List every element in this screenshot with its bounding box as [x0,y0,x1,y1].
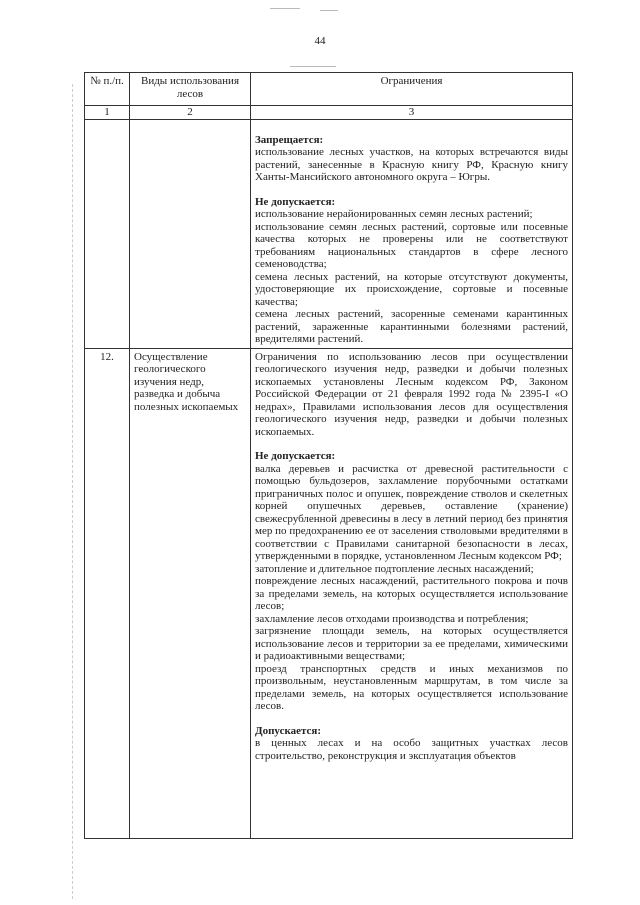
header-number: № п./п. [85,73,130,106]
restriction-item: использование нерайонированных семян лесных растений; [255,208,533,220]
section-heading: Запрещается: [255,133,324,146]
section-heading: Не допускается: [255,195,336,208]
restriction-item: семена лесных растений, на которые отсутствуют документы, удостоверяющие их происхождение, сортовые и посевные качества; [255,270,568,308]
header-restrictions: Ограничения [251,73,573,106]
restriction-item: повреждение лесных насаждений, растительного покрова и почв за пределами земель, на которых осуществляется использование лесов; [255,575,568,612]
restriction-item: в ценных лесах и на особо защитных участках лесов строительство, реконструкция и эксплуатация объектов [255,737,568,762]
restriction-item: захламление лесов отходами производства и потребления; [255,612,529,625]
binding-margin-line [72,84,73,899]
restriction-item: использование семян лесных растений, сортовые или посевные качества которых не проверены или не соответствуют требованиям национальных стандартов в сфере лесного семеноводства; [255,220,568,270]
restriction-item: использование лесных участков, на которых встречаются виды растений, занесенные в Красную книгу РФ, Красную книгу Ханты-Мансийского автономного округа – Югры. [255,146,568,183]
table-row [85,119,573,348]
header-forest-use-type: Виды использования лесов [130,73,251,106]
scan-speck [290,66,336,67]
row-type-cell [130,119,251,348]
column-number: 2 [130,106,251,120]
restrictions-cell [251,119,573,348]
restriction-item: семена лесных растений, засоренные семенами карантинных растений, зараженные карантинными болезнями растений, вредителями растений. [255,308,568,345]
restriction-intro: Ограничения по использованию лесов при осуществлении геологического изучения недр, разведки и добычи полезных ископаемых установлены Лесным кодексом РФ, Законом Российской Федерации от 21 февраля 1992 года № 2395-I «О недрах», Правилами использования лесов для осуществления геологического изучения недр, разведки и добычи полезных ископаемых. [255,350,568,438]
restriction-item: валка деревьев и расчистка от древесной растительности с помощью бульдозеров, захламление порубочными остатками приграничных полос и опушек, повреждение стволов и скелетных корней опушечных деревьев, оставление (хранение) свежесрубленной древесины в лесу в летний период без принятия мер по предохранению ее от заселения стволовыми вредителями в соответствии с Правилами санитарной безопасности в лесах, утвержденными в порядке, установленном Лесным кодексом РФ; [255,462,568,562]
row-number-cell: 12. [85,348,130,838]
column-numbers-row [85,106,573,120]
table-header-row [85,73,573,106]
page-number: 44 [314,35,326,47]
restriction-item: проезд транспортных средств и иных механизмов по произвольным, неустановленным маршрутам, в том числе за пределами земель, на которых осуществляется использование лесов. [255,662,568,712]
restrictions-table [84,72,573,839]
restrictions-cell [251,348,573,838]
section-heading: Допускается: [255,724,322,737]
section-heading: Не допускается: [255,450,336,462]
column-number: 3 [251,106,573,120]
scan-speck [270,8,300,9]
table-row [85,348,573,838]
column-number: 1 [85,106,130,120]
row-type-cell: Осуществление геологического изучения недр, разведка и добыча полезных ископаемых [130,348,251,838]
restriction-item: затопление и длительное подтопление лесных насаждений; [255,562,534,575]
restriction-item: загрязнение площади земель, на которых осуществляется использование лесов и территории за ее пределами, химическими и радиоактивными веществами; [255,625,568,662]
row-number-cell [85,119,130,348]
scan-speck [320,10,338,11]
